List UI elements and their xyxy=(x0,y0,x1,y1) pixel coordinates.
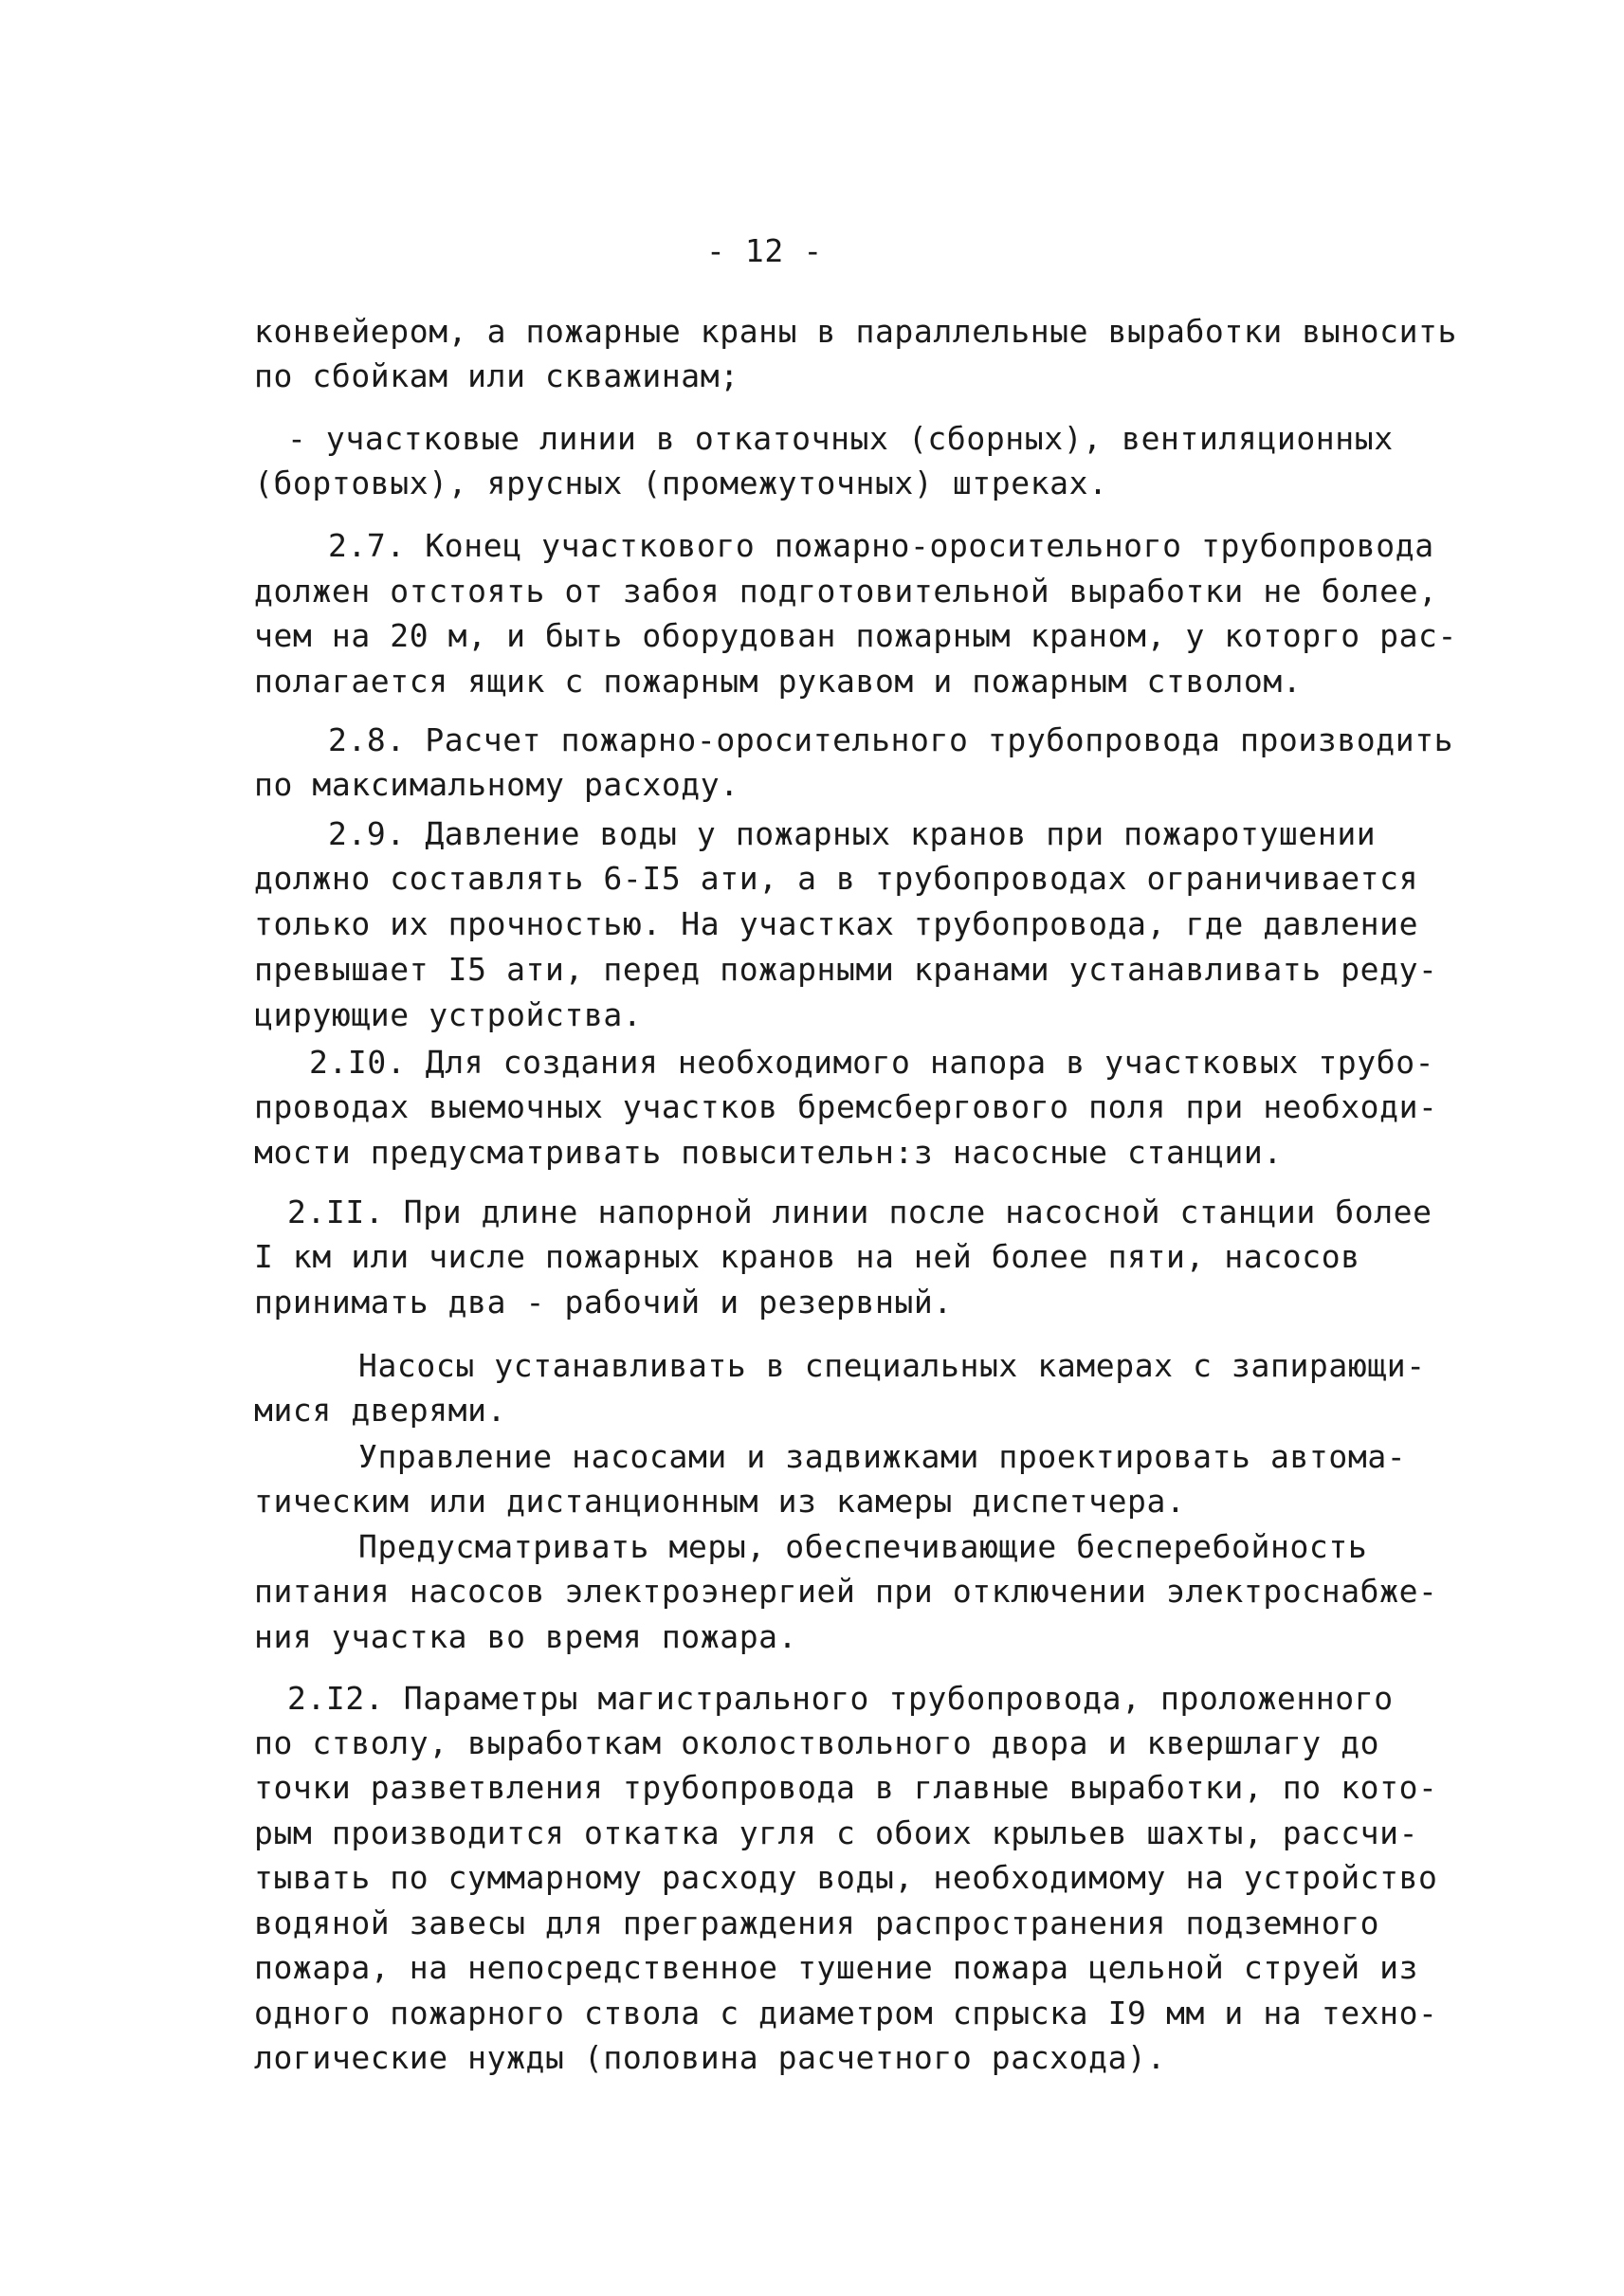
text-line: Насосы устанавливать в специальных камерах с запирающи- xyxy=(358,1347,1426,1384)
text-line: (бортовых), ярусных (промежуточных) штреках. xyxy=(254,465,1108,501)
text-line: должно составлять 6-I5 ати, а в трубопроводах ограничивается xyxy=(254,860,1419,897)
text-line: тическим или дистанционным из камеры диспетчера. xyxy=(254,1483,1186,1520)
text-line: чем на 20 м, и быть оборудован пожарным краном, у которго рас- xyxy=(254,617,1457,654)
text-line: пожара, на непосредственное тушение пожара цельной струей из xyxy=(254,1949,1419,1986)
text-line: мости предусматривать повысительн:з насосные станции. xyxy=(254,1134,1283,1171)
text-line: 2.9. Давление воды у пожарных кранов при пожаротушении xyxy=(328,815,1377,852)
text-line: полагается ящик с пожарным рукавом и пожарным стволом. xyxy=(254,663,1303,700)
text-line: 2.I0. Для создания необходимого напора в участковых трубо- xyxy=(309,1044,1435,1081)
text-line: водяной завесы для преграждения распространения подземного xyxy=(254,1904,1380,1941)
text-line: Предусматривать меры, обеспечивающие бесперебойность xyxy=(358,1528,1368,1565)
text-line: 2.8. Расчет пожарно-оросительного трубопровода производить xyxy=(328,721,1454,758)
text-line: I км или числе пожарных кранов на ней более пяти, насосов xyxy=(254,1238,1360,1275)
text-line: рым производится откатка угля с обоих крыльев шахты, рассчи- xyxy=(254,1814,1419,1851)
text-line: принимать два - рабочий и резервный. xyxy=(254,1284,953,1321)
text-line: конвейером, а пожарные краны в параллельные выработки выносить xyxy=(254,313,1457,350)
text-line: тывать по суммарному расходу воды, необходимому на устройство xyxy=(254,1859,1438,1896)
text-line: проводах выемочных участков бремсбергового поля при необходи- xyxy=(254,1088,1438,1125)
text-line: 2.7. Конец участкового пожарно-оросительного трубопровода xyxy=(328,527,1434,564)
text-line: по сбойкам или скважинам; xyxy=(254,357,739,394)
text-line: превышает I5 ати, перед пожарными кранами устанавливать реду- xyxy=(254,951,1438,988)
text-line: по стволу, выработкам околоствольного двора и квершлагу до xyxy=(254,1724,1380,1761)
page-number: - 12 - xyxy=(706,232,823,269)
text-line: должен отстоять от забоя подготовительной выработки не более, xyxy=(254,573,1438,610)
text-line: 2.I2. Параметры магистрального трубопровода, проложенного xyxy=(287,1680,1394,1717)
text-line: логические нужды (половина расчетного расхода). xyxy=(254,2039,1166,2076)
text-line: одного пожарного ствола с диаметром спрыска I9 мм и на техно- xyxy=(254,1995,1438,2032)
text-line: ния участка во время пожара. xyxy=(254,1618,798,1655)
text-line: - участковые линии в откаточных (сборных), вентиляционных xyxy=(287,420,1394,457)
text-line: цирующие устройства. xyxy=(254,996,643,1033)
text-line: точки разветвления трубопровода в главные выработки, по кото- xyxy=(254,1769,1438,1806)
text-line: Управление насосами и задвижками проектировать автома- xyxy=(358,1438,1407,1475)
text-line: 2.II. При длине напорной линии после насосной станции более xyxy=(287,1194,1432,1230)
text-line: только их прочностью. На участках трубопровода, где давление xyxy=(254,905,1419,942)
text-line: питания насосов электроэнергией при отключении электроснабже- xyxy=(254,1573,1438,1610)
text-line: по максимальному расходу. xyxy=(254,766,739,803)
text-line: мися дверями. xyxy=(254,1392,507,1429)
